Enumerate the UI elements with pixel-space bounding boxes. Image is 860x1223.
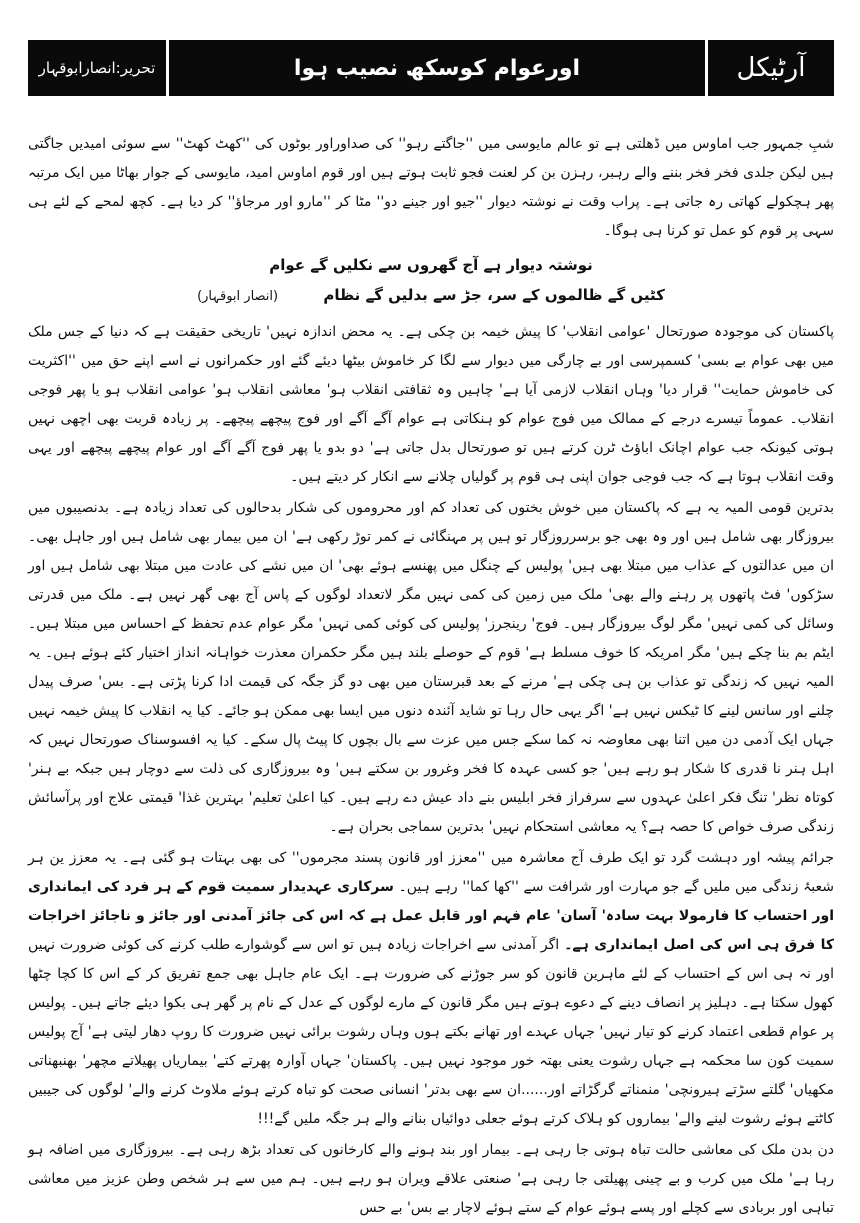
intro-paragraph: شبِ جمہور جب اماوس میں ڈھلتی ہے تو عالم مایوسی میں ''جاگتے رہو'' کی صداوراور بوٹوں کی ''کھٹ کھٹ'' سے سوئی امیدیں جاگتی ہیں لیکن جلدی فخر فخر بننے والے رہبر، رہزن بن کر لعنت فجو ثابت ہوتے ہیں اور قوم اماوس امید، مایوسی کے جوار بھاٹا میں ایک مرتبہ پھر ہچکولے کھاتی رہ جاتی ہے۔ پراب وقت نے نوشتہ دیوار ''جیو اور جینے دو'' مٹا کر ''مارو اور مرجاؤ'' کر دیا ہے۔ کچھ لمحے کے لئے ہی سہی پر قوم کو عمل تو کرنا ہی ہوگا۔ xyxy=(28,136,834,239)
author-byline: تحریر:انصارابوقہار xyxy=(38,59,156,77)
body-paragraph-4: دن بدن ملک کی معاشی حالت تباہ ہوتی جا رہی ہے۔ بیمار اور بند ہونے والے کارخانوں کی تعداد بڑھ رہی ہے۔ بیروزگاری میں اضافہ ہو رہا ہے' ملک میں کرب و بے چینی پھیلتی جا رہی ہے' صنعتی علاقے ویران ہو رہے ہیں۔ ہم میں سے ہر شخص وطن عزیز میں معاشی تباہی اور بربادی سے کچلے اور پسے ہوئے عوام کے ستے ہوئے لاچار بے بس' بے حس xyxy=(28,1142,834,1216)
author-box xyxy=(28,40,166,96)
body-paragraph-2: بدترین قومی المیہ یہ ہے کہ پاکستان میں خوش بختوں کی تعداد کم اور محروموں کی شکار بدحالوں کی تعداد زیادہ ہے۔ بدنصیبوں میں بیروزگار بھی شامل ہیں اور وہ بھی جو برسرروزگار تو ہیں پر مہنگائی نے کمر توڑ رکھی ہے' ان میں بیمار بھی شامل ہیں اور جاہل بھی۔ ان میں عدالتوں کے عذاب میں مبتلا بھی ہیں' پولیس کے چنگل میں پھنسے ہوئے بھی' ان میں نشے کی عادت میں مبتلا بھی شامل ہیں اور سڑکوں' فٹ پاتھوں پر رہنے والے بھی' ملک میں زمین کی کمی نہیں مگر لاتعداد لوگوں کے پاس آج بھی گھر نہیں ہے۔ ملک میں قدرتی وسائل کی کمی نہیں' مگر لوگ بیروزگار ہیں۔ فوج' رینجرز' پولیس کی کوئی کمی نہیں' مگر عوام عدم تحفظ کے احساس میں مبتلا ہیں۔ ایٹم بم بنا چکے ہیں' مگر امریکہ کا خوف مسلط ہے' قوم کے حوصلے بلند ہیں مگر حکمران معذرت خواہانہ انداز اختیار کئے ہوئے ہیں۔ یہ المیہ نہیں کہ زندگی تو عذاب بن ہی چکی ہے' مرنے کے بعد قبرستان میں بھی دو گز جگہ کی قیمت ادا کرنا پڑتی ہے۔ بس' صرف پیدل چلنے اور سانس لینے کا ٹیکس نہیں ہے' اگر یہی حال رہا تو شاید آئندہ دنوں میں ایسا بھی ممکن ہو جائے۔ کیا یہ انقلاب کا پیش خیمہ نہیں جہاں ایک آدمی دن میں اتنا بھی معاوضہ نہ کما سکے جس میں عزت سے بال بچوں کا پیٹ پال سکے۔ کیا یہ افسوسناک صورتحال نہیں کہ اہل ہنر نا قدری کا شکار ہو رہے ہیں' جو کسی عہدہ کا فخر وغرور بن سکتے ہیں' وہ بیروزگاری کی ذلت سے دوچار ہیں جبکہ بے ہنر' کوتاہ نظر' تنگ فکر اعلیٰ عہدوں سے سرفراز فخر ابلیس بنے داد عیش دے رہے ہیں۔ کیا اعلیٰ تعلیم' بہترین غذا' قیمتی علاج اور پرآسائش زندگی صرف خواص کا حصہ ہے؟ یہ معاشی استحکام نہیں' بدترین سماجی بحران ہے۔ xyxy=(28,500,834,835)
verse-poet: (انصار ابوقہار) xyxy=(197,289,279,304)
body-paragraph-1: پاکستان کی موجودہ صورتحال 'عوامی انقلاب' کا پیش خیمہ بن چکی ہے۔ یہ محض اندازہ نہیں' تاریخی حقیقت ہے کہ دنیا کے جس ملک میں بھی عوام بے بسی' کسمپرسی اور بے چارگی میں دیوار سے لگا کر خاموش بیٹھا دیئے گئے اور حکمرانوں نے اسے اپنے حق میں ''اکثریت کی خاموش حمایت'' قرار دیا' وہاں انقلاب لازمی آیا ہے' چاہیں وہ ثقافتی انقلاب ہو' معاشی انقلاب ہو' عوامی انقلاب ہو یا پھر فوجی انقلاب۔ عموماً تیسرے درجے کے ممالک میں فوج عوام کو ہنکاتی ہے عوام آگے آگے اور فوج پیچھے پیچھے۔ پر زیادہ قربت بھی اچھی نہیں ہوتی کیونکہ جب عوام اچانک اباؤٹ ٹرن کرتے ہیں تو صورتحال بدل جاتی ہے' دو بدو یا پھر فوج آگے آگے اور عوام پیچھے پیچھے اور یہی وقت انقلاب ہوتا ہے کہ جب فوجی جوان اپنی ہی قوم پر گولیاں چلانے سے انکار کر دیتے ہیں۔ xyxy=(28,324,834,485)
section-label: آرٹیکل xyxy=(736,53,806,83)
body-paragraph-3 xyxy=(28,844,834,1134)
article-title: اورعوام کوسکھ نصیب ہوا xyxy=(293,55,581,81)
verse-line-2: کٹیں گے ظالموں کے سر، جڑ سے بدلیں گے نظام xyxy=(323,286,665,304)
article-body xyxy=(28,130,835,1216)
verse-line-2-row xyxy=(28,280,834,312)
verse-block xyxy=(28,250,834,312)
paragraph-3-bold: سرکاری عہدیدار سمیت قوم کے ہر فرد کی ایمانداری اور احتساب کا فارمولا بہت سادہ' آسان' عام فہم اور قابل عمل ہے کہ اس کی جائز آمدنی اور جائز و ناجائز اخراجات کا فرق ہی اس کی اصل ایمانداری ہے۔ xyxy=(28,879,834,953)
paragraph-3-part-1: جرائم پیشہ اور دہشت گرد تو ایک طرف آج معاشرہ میں ''معزز اور قانون پسند مجرموں'' کی بھی بہتات ہو گئی ہے۔ یہ معزز ین ہر شعبۂ زندگی میں ملیں گے جو مہارت اور شرافت سے ''کھا کما'' رہے ہیں۔ xyxy=(28,850,835,895)
section-box xyxy=(708,40,834,96)
article-header xyxy=(28,40,834,96)
paragraph-3-part-2: اگر آمدنی سے اخراجات زیادہ ہیں تو اس سے گوشوارے طلب کرنے کی کوئی ضرورت نہیں اور نہ ہی اس کے احتساب کے لئے ماہرین قانون کو سر جوڑنے کی ضرورت ہے۔ ایک عام جاہل بھی جمع تفریق کر کے اس کا کچا چٹھا کھول سکتا ہے۔ دہلیز پر انصاف دینے کے دعوے ہوتے ہیں مگر قانون کے مارے لوگوں کے عدل کے نام پر گھر ہی بکوا دیئے جاتے ہیں۔ پولیس پر عوام قطعی اعتماد کرنے کو تیار نہیں' جہاں عہدے اور تھانے بکتے ہوں وہاں رشوت برائی نہیں ضرورت کا روپ دھار لیتی ہے' آج پولیس سمیت کون سا محکمہ ہے جہاں رشوت یعنی بھتہ خور موجود نہیں ہیں۔ پاکستان' جہاں آوارہ پھرتے کتے' بیماریاں پھیلاتے مچھر' بھنبھناتی مکھیاں' گلتے سڑتے ہیرونچی' منمناتے گرگڑاتے اور......ان سے بھی بدتر' انسانی صحت کو تباہ کرتے ہوئے ملاوٹ کرنے والے' لوگوں کی جیبیں کاٹتے ہوئے رشوت لینے والے' بیماروں کو ہلاک کرتے ہوئے جعلی دوائیاں بنانے والے ہر جگہ ملیں گے!!! xyxy=(28,937,834,1127)
verse-line-1: نوشتہ دیوار ہے آج گھروں سے نکلیں گے عوام xyxy=(269,256,593,274)
title-box xyxy=(169,40,705,96)
